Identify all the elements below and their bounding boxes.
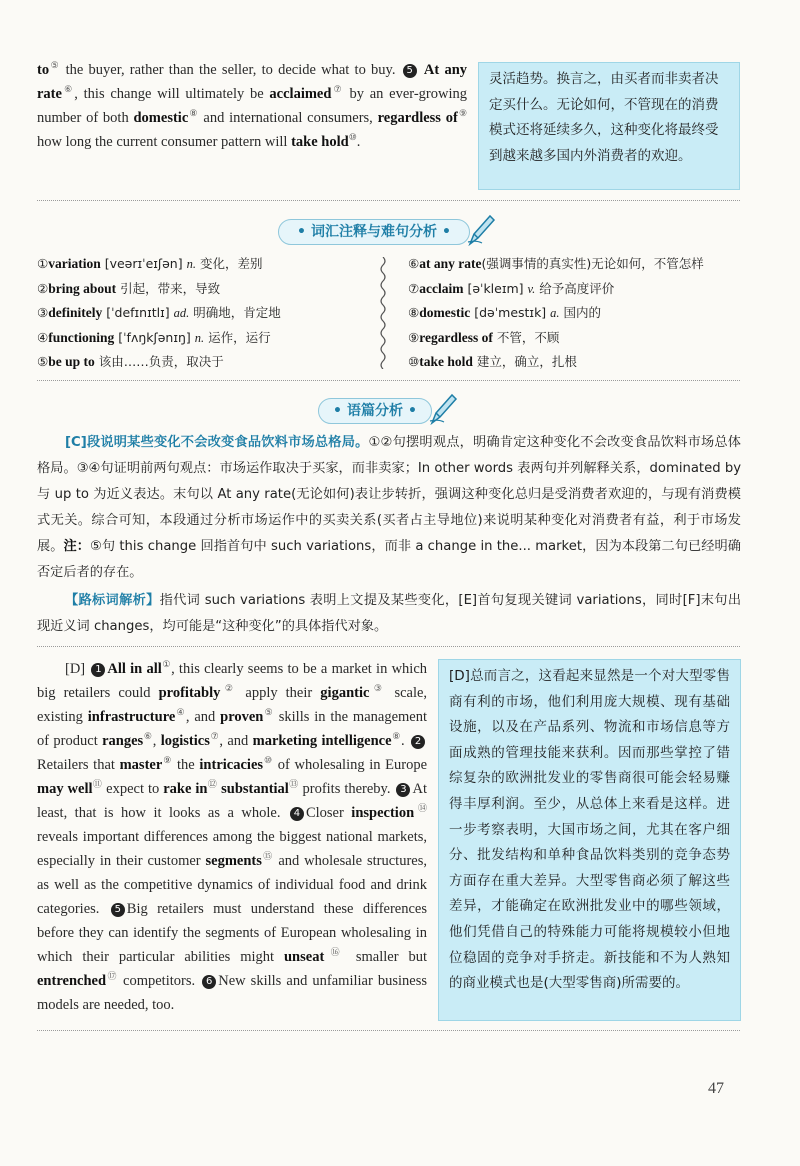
footnote-marker: ⑧ — [188, 108, 199, 119]
analysis-lead: [C]段说明某些变化不会改变食品饮料市场总格局。 — [65, 435, 369, 450]
sentence-number: 3 — [396, 783, 410, 797]
text-span: by an ever-growing number of both — [37, 86, 467, 126]
top-english-paragraph — [37, 58, 467, 154]
vocab-item — [37, 277, 281, 302]
vocab-number: ① — [37, 256, 49, 271]
text-span: reveals important differences among the biggest national markets, especially in their customer — [37, 829, 427, 869]
text-span: , and — [185, 709, 216, 725]
sentence-number: 5 — [403, 64, 417, 78]
signpost-body: 指代词 such variations 表明上文提及某些变化，[E]首句复现关键词 variations，同时[F]末句出现近义词 changes，均可能是“这种变化”的具体指代对象。 — [37, 593, 742, 634]
keyword: rake in — [163, 781, 208, 797]
keyword: All in all — [107, 661, 162, 677]
keyword: may well — [37, 781, 93, 797]
text-span: and wholesale structures, as well as the competitive dynamics of individual food and drink categories. — [37, 853, 427, 917]
footnote-marker: ⑤ — [263, 707, 274, 718]
footnote-marker: ⑯ — [324, 947, 346, 958]
vocab-number: ⑨ — [408, 329, 420, 345]
footnote-marker: ⑮ — [261, 851, 274, 862]
wavy-divider — [378, 257, 388, 369]
translation-text: [D]总而言之，这看起来显然是一个对大型零售商有利的市场，他们利用庞大规模、现有基础设施，以及在产品系列、物流和市场信息等方面成熟的管理技能来获利。因而那些掌控了错综复杂的欧洲批发业的零售商很可能会轻易赚得丰厚利润。至少，从总体上来看是这样。进一步考察表明，大国市场之间，尤其在客户细分、批发结构和单种食品饮料类别的竞争态势方面存在重大差异。大型零售商必须了解这些差异，才能确定在欧洲批发业中的哪些领域，他们凭借自己的特殊能力可能将规模较小但地位稳固的竞争对手挤走。新技能和不为人熟知的商业模式也是(大型零售商)所需要的。 — [449, 668, 730, 992]
vocab-number: ② — [37, 280, 49, 296]
page-number: 47 — [708, 1080, 724, 1097]
sentence-number: 6 — [202, 975, 216, 989]
vocab-word: take hold — [419, 354, 473, 369]
footnote-marker: ④ — [175, 707, 186, 718]
vocab-def: 国内的 — [563, 305, 602, 320]
keyword: infrastructure — [87, 709, 176, 725]
analysis-body: ①②句摆明观点，明确肯定这种变化不会改变食品饮料市场总体格局。③④句证明前两句观点：市场运作取决于买家，而非卖家；In other words 表两句并列解释关系，dominated by 与 up to 为近义表达。末句以 At any rate(无论如何)表让步转折，强调这种变化总归是受消费者欢迎的，与现有消费模式无关。综合可知，本段通过分析市场运作中的买卖关系(买者占主导地位)来说明某种变化对消费者有益，利于市场发展。 — [37, 435, 741, 554]
text-span: scale, existing — [37, 685, 428, 725]
keyword-acclaimed: acclaimed — [269, 86, 332, 102]
sentence-number: 1 — [91, 663, 105, 677]
text-span: Retailers that — [37, 757, 115, 773]
vocab-number: ③ — [37, 305, 49, 320]
text-span: Big retailers must understand these differences before they can identify the segments of European wholesaling in which their particular abilities might — [37, 901, 428, 965]
keyword: master — [119, 757, 163, 773]
vocab-def: 不管，不顾 — [496, 329, 560, 345]
text-span: expect to — [106, 781, 160, 797]
vocab-word: domestic — [419, 305, 471, 320]
vocab-phonetic: [veərɪˈeɪʃən] — [104, 256, 183, 271]
vocab-word: functioning — [48, 329, 115, 345]
keyword-domestic: domestic — [133, 110, 189, 126]
vocab-list-right — [408, 252, 704, 375]
keyword: logistics — [160, 733, 210, 749]
footnote-marker: ⑩ — [263, 755, 274, 766]
sentence-number: 4 — [290, 807, 304, 821]
vocab-phonetic: [dəˈmestɪk] — [474, 305, 547, 320]
text-span: skills in the management of product — [37, 709, 428, 749]
vocab-item — [408, 326, 704, 351]
vocab-pos: ad. — [173, 306, 190, 320]
footnote-marker: ③ — [369, 683, 387, 694]
analysis-note: ⑤句 this change 回指首句中 such variations，而非 a change in the... market，因为本段第二句已经明确否定后者的存在。 — [37, 539, 741, 580]
vocab-pos: n. — [186, 257, 196, 271]
text-span: the buyer, rather than the seller, to decide what to buy. — [65, 62, 396, 78]
vocab-item — [37, 350, 281, 375]
vocab-pos: n. — [194, 330, 205, 345]
keyword: profitably — [158, 685, 221, 701]
vocab-item — [408, 277, 704, 302]
footnote-marker: ⑤ — [49, 60, 61, 71]
vocab-word: bring about — [48, 280, 117, 296]
vocab-number: ⑦ — [408, 280, 420, 296]
paragraph-d-english — [37, 657, 427, 1017]
footnote-marker: ⑨ — [457, 108, 468, 119]
top-chinese-translation-box — [478, 62, 740, 190]
footnote-marker: ⑰ — [106, 971, 118, 982]
vocab-pos: v. — [527, 281, 536, 296]
footnote-marker: ⑬ — [288, 779, 299, 790]
keyword: ranges — [102, 733, 144, 749]
vocab-pos: a. — [550, 306, 560, 320]
vocab-number: ⑩ — [408, 354, 420, 369]
vocab-phonetic: [ˈfʌŋkʃənɪŋ] — [118, 329, 191, 345]
note-label: 注： — [63, 539, 90, 554]
vocab-def: 运作，运行 — [208, 329, 271, 345]
vocab-number: ④ — [37, 329, 49, 345]
footnote-marker: ⑥ — [143, 731, 153, 742]
keyword-at-any-rate: At any rate — [37, 62, 468, 102]
vocab-def: 该由……负责，取决于 — [98, 354, 224, 369]
dotted-divider — [37, 200, 740, 201]
text-span: , and — [219, 733, 249, 749]
text-span: , — [152, 733, 157, 749]
vocab-def: (强调事情的真实性)无论如何，不管怎样 — [481, 256, 704, 271]
text-span: smaller but — [355, 949, 427, 965]
text-span: At least, that is how it looks as a whole. — [37, 781, 427, 821]
vocab-word: acclaim — [419, 280, 464, 296]
vocab-phonetic: [ˈdefɪnɪtlɪ] — [106, 305, 170, 320]
keyword-regardless-of: regardless of — [377, 110, 458, 126]
footnote-marker: ⑭ — [414, 803, 427, 814]
keyword: entrenched — [37, 973, 107, 989]
vocab-def: 引起，带来，导致 — [120, 280, 221, 296]
pen-icon — [466, 212, 496, 246]
keyword: unseat — [283, 949, 325, 965]
text-span: Closer — [305, 805, 344, 821]
footnote-marker: ⑦ — [331, 84, 344, 95]
vocab-number: ⑥ — [408, 256, 420, 271]
text-span: apply their — [245, 685, 313, 701]
text-span: and international consumers, — [203, 110, 373, 126]
dotted-divider — [37, 380, 740, 381]
footnote-marker: ② — [220, 683, 238, 694]
vocab-word: be up to — [48, 354, 95, 369]
text-span: of wholesaling in Europe — [277, 757, 428, 773]
vocab-def: 给予高度评价 — [539, 280, 615, 296]
footnote-marker: ⑧ — [391, 731, 402, 742]
vocab-word: variation — [48, 256, 101, 271]
footnote-marker: ⑥ — [61, 84, 75, 95]
keyword: proven — [220, 709, 264, 725]
text-span: profits thereby. — [302, 781, 391, 797]
vocab-word: regardless of — [419, 329, 493, 345]
text-span: . — [401, 733, 405, 749]
signpost-analysis-paragraph — [37, 588, 741, 640]
sentence-number: 2 — [411, 735, 425, 749]
vocab-item — [37, 252, 281, 277]
discourse-analysis-paragraph — [37, 430, 741, 586]
keyword: segments — [205, 853, 262, 869]
keyword: substantial — [221, 781, 289, 797]
keyword: gigantic — [320, 685, 370, 701]
vocab-list-left — [37, 252, 281, 375]
vocab-def: 建立，确立，扎根 — [476, 354, 577, 369]
keyword-take-hold: take hold — [291, 134, 349, 150]
footnote-marker: ① — [161, 659, 172, 670]
text-span: . — [356, 134, 361, 150]
sentence-number: 5 — [111, 903, 125, 917]
text-span: how long the current consumer pattern will — [37, 134, 288, 150]
dotted-divider — [37, 646, 740, 647]
keyword-to: to — [37, 62, 50, 78]
vocab-item — [408, 252, 704, 277]
text-span: competitors. — [123, 973, 196, 989]
vocab-title: 词汇注释与难句分析 — [311, 224, 437, 240]
footnote-marker: ⑨ — [162, 755, 173, 766]
vocab-section-heading: • 词汇注释与难句分析 • — [278, 219, 470, 245]
paragraph-tag: [D] — [65, 661, 86, 677]
footnote-marker: ⑫ — [207, 779, 218, 790]
footnote-marker: ⑦ — [209, 731, 220, 742]
translation-text: 灵活趋势。换言之，由买者而非卖者决定买什么。无论如何，不管现在的消费模式还将延续多久，这种变化将最终受到越来越多国内外消费者的欢迎。 — [489, 71, 719, 164]
text-span: the — [177, 757, 195, 773]
vocab-number: ⑧ — [408, 305, 420, 320]
text-span: , this change will ultimately be — [74, 86, 264, 102]
keyword: marketing intelligence — [252, 733, 392, 749]
keyword: inspection — [351, 805, 415, 821]
paragraph-d-chinese-translation-box — [438, 659, 741, 1021]
vocab-def: 明确地，肯定地 — [193, 305, 281, 320]
vocab-word: definitely — [48, 305, 103, 320]
vocab-word: at any rate — [419, 256, 482, 271]
vocab-item — [408, 301, 704, 326]
vocab-item — [408, 350, 704, 375]
keyword: intricacies — [199, 757, 264, 773]
vocab-def: 变化，差别 — [199, 256, 263, 271]
signpost-label: 【路标词解析】 — [65, 593, 160, 608]
vocab-item — [37, 301, 281, 326]
vocab-phonetic: [əˈkleɪm] — [467, 280, 524, 296]
discourse-section-heading: • 语篇分析 • — [318, 398, 432, 424]
vocab-number: ⑤ — [37, 354, 49, 369]
footnote-marker: ⑩ — [348, 132, 357, 143]
footnote-marker: ⑪ — [92, 779, 103, 790]
text-span: New skills and unfamiliar business models are needed, too. — [37, 973, 428, 1013]
vocab-item — [37, 326, 281, 351]
text-span: , this clearly seems to be a market in which big retailers could — [37, 661, 428, 701]
pen-icon — [428, 391, 458, 425]
discourse-title: 语篇分析 — [347, 403, 403, 419]
dotted-divider — [37, 1030, 740, 1031]
